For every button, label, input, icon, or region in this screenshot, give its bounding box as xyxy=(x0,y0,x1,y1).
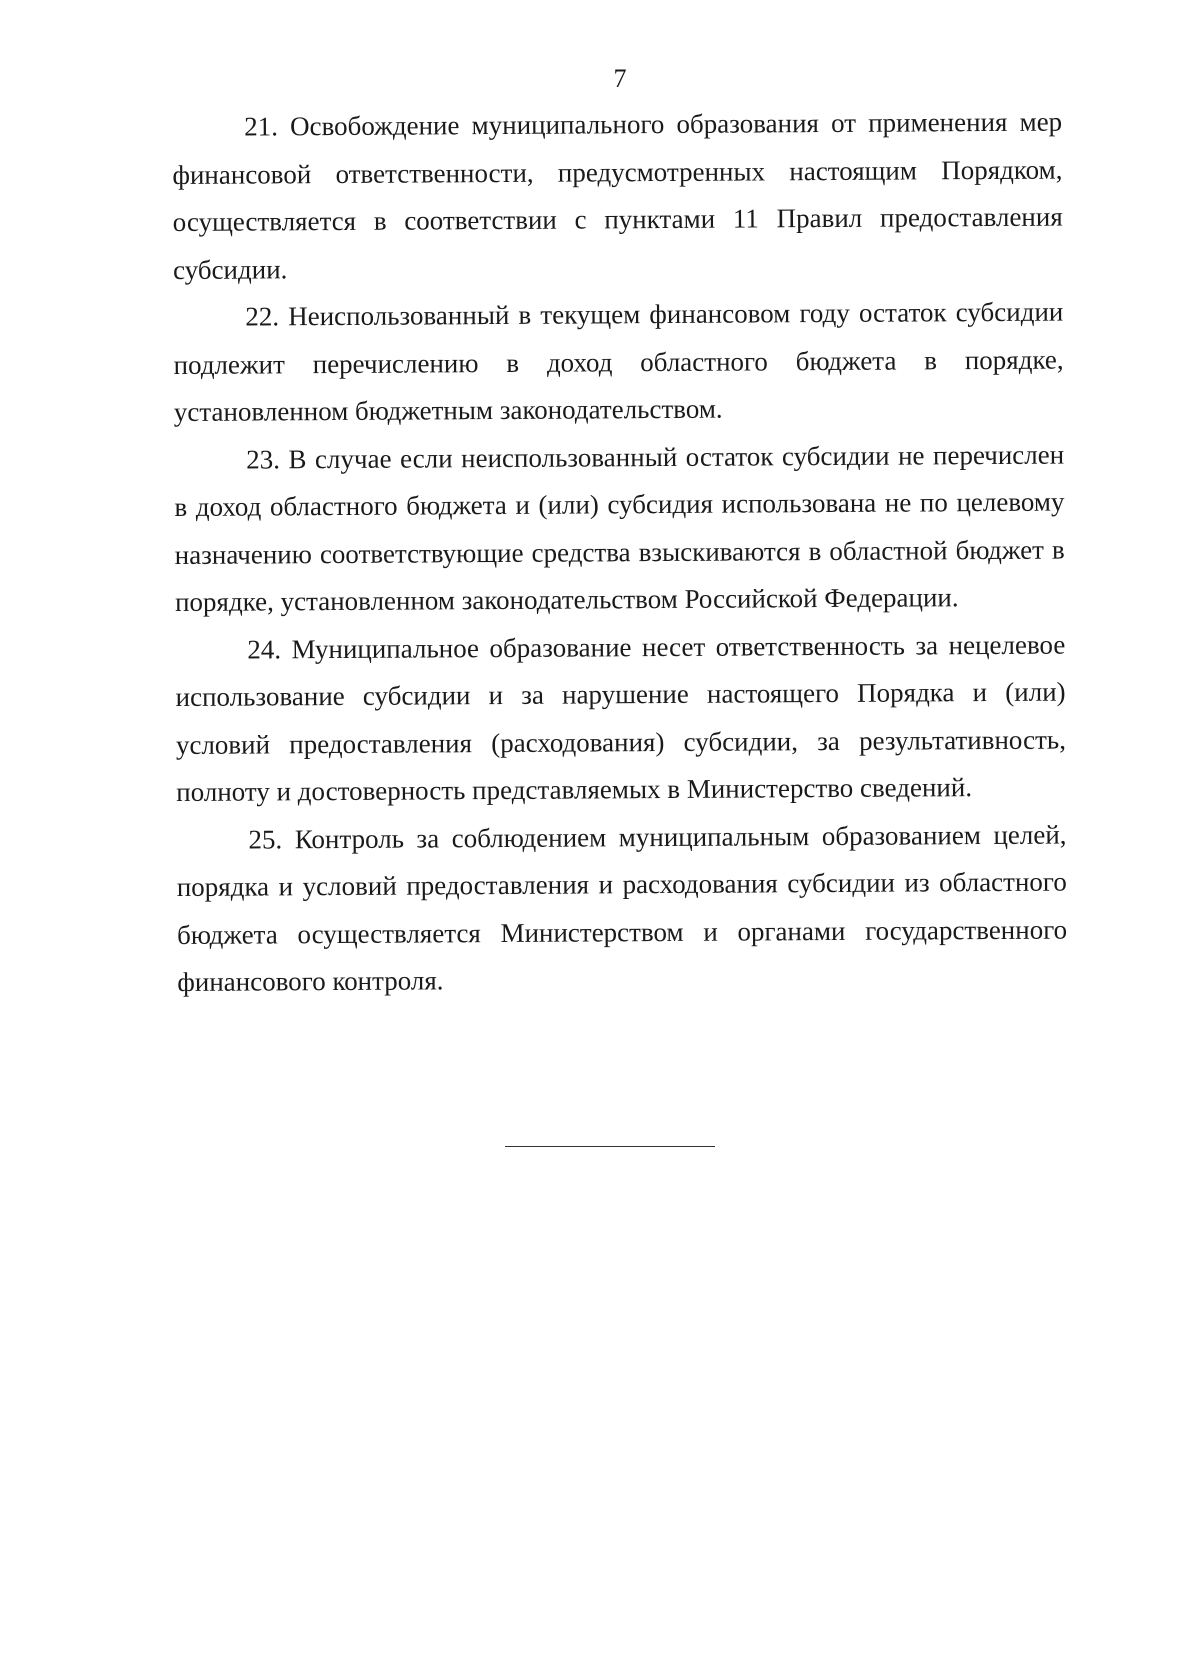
paragraph-24: 24. Муниципальное образование несет ответственность за нецелевое использование субсидии и за нарушение настоящего Порядка и (или) условий предоставления (расходования) субсидии, за результативность, полноту и достоверность представляемых в Министерство сведений. xyxy=(175,629,1066,807)
paragraph-25: 25. Контроль за соблюдением муниципальным образованием целей, порядка и условий предоставления и расходования субсидии из областного бюджета осуществляется Министерством и органами государственного финансового контроля. xyxy=(176,819,1068,997)
page-number: 7 xyxy=(613,64,627,93)
paragraph-22: 22. Неиспользованный в текущем финансовом году остаток субсидии подлежит перечислению в доход областного бюджета в порядке, установленном бюджетным законодательством. xyxy=(173,296,1064,427)
document-body xyxy=(172,99,1067,1007)
paragraph-23: 23. В случае если неиспользованный остаток субсидии не перечислен в доход областного бюджета и (или) субсидия использована не по целевому назначению соответствующие средства взыскиваются в областной бюджет в порядке, установленном законодательством Российской Федерации. xyxy=(174,439,1065,617)
end-divider-line xyxy=(505,1146,715,1147)
paragraph-21: 21. Освобождение муниципального образования от применения мер финансовой ответственности, предусмотренных настоящим Порядком, осуществляется в соответствии с пунктами 11 Правил предоставления субсидии. xyxy=(172,106,1063,285)
